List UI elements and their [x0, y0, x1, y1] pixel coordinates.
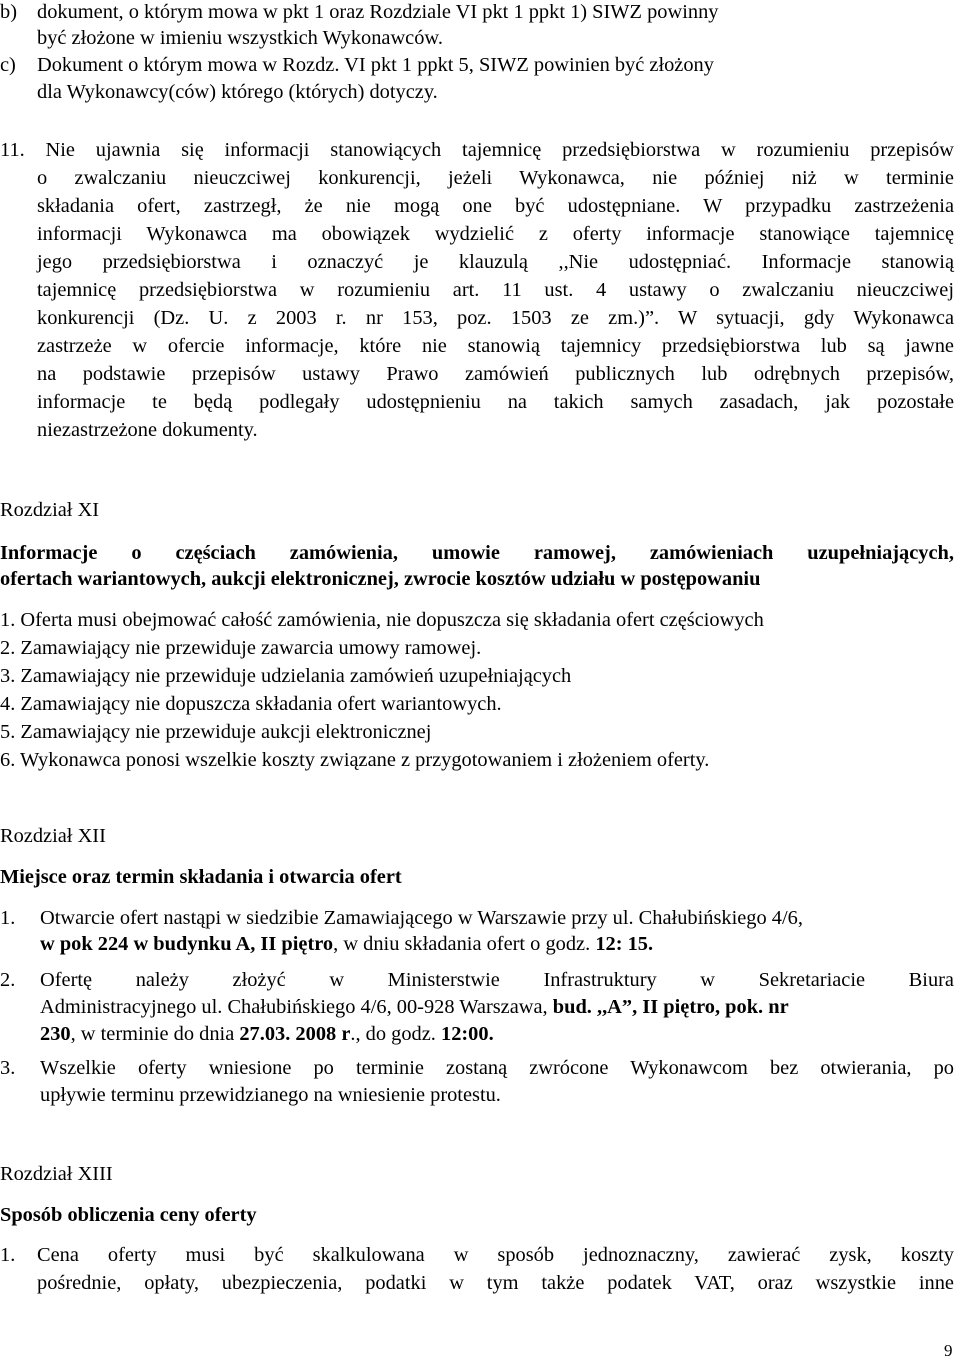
deadline-date: 27.03. 2008 r: [239, 1023, 351, 1045]
chapter-xi-item-1: 1. Oferta musi obejmować całość zamówienia, nie dopuszcza się składania ofert częściowych: [0, 609, 764, 631]
chapter-xii-title: Rozdział XII: [0, 825, 106, 847]
chapter-xi-item-5: 5. Zamawiający nie przewiduje aukcji elektronicznej: [0, 721, 432, 743]
chapter-xiii-title: Rozdział XIII: [0, 1163, 113, 1185]
list-item-b-line1: dokument, o którym mowa w pkt 1 oraz Rozdziale VI pkt 1 ppkt 1) SIWZ powinny: [37, 1, 719, 23]
room-location: w pok 224 w budynku A, II piętro: [40, 933, 334, 955]
opening-time-text: , w dniu składania ofert o godz.: [333, 933, 596, 955]
submission-room: 230: [40, 1023, 71, 1045]
page-number: 9: [944, 1341, 953, 1360]
chapter-xiii-item-1-num: 1.: [0, 1244, 16, 1266]
paragraph-11-line-10: informacje te będą podlegały udostępnieniu na takich samych zasadach, jak pozostałe: [37, 391, 954, 413]
paragraph-11-line-2: o zwalczaniu nieuczciwej konkurencji, jeżeli Wykonawca, nie później niż w terminie: [37, 167, 954, 189]
list-marker-c: c): [0, 54, 16, 76]
chapter-xi-item-3: 3. Zamawiający nie przewiduje udzielania zamówień uzupełniających: [0, 665, 572, 687]
submission-building: bud. ,,A”, II piętro, pok. nr: [552, 996, 789, 1018]
chapter-xi-item-6: 6. Wykonawca ponosi wszelkie koszty związane z przygotowaniem i złożeniem oferty.: [0, 749, 710, 771]
list-marker-b: b): [0, 1, 17, 23]
chapter-xii-item-2-line1: Ofertę należy złożyć w Ministerstwie Infrastruktury w Sekretariacie Biura: [40, 969, 954, 991]
paragraph-11-line-5: jego przedsiębiorstwa i oznaczyć je klauzulą ,,Nie udostępniać. Informacje stanowią: [37, 251, 954, 273]
deadline-text: , w terminie do dnia: [70, 1023, 240, 1045]
paragraph-11-line-7: konkurencji (Dz. U. z 2003 r. nr 153, poz. 1503 ze zm.)”. W sytuacji, gdy Wykonawca: [37, 307, 954, 329]
deadline-time: 12:00.: [441, 1023, 494, 1045]
chapter-xiii-item-1-line2: pośrednie, opłaty, ubezpieczenia, podatki w tym także podatek VAT, oraz wszystkie inne: [37, 1272, 954, 1294]
list-item-c-line2: dla Wykonawcy(ców) którego (których) dotyczy.: [37, 81, 438, 103]
chapter-xii-item-1-num: 1.: [0, 907, 16, 929]
opening-time: 12: 15.: [595, 933, 654, 955]
paragraph-11-line-6: tajemnicę przedsiębiorstwa w rozumieniu art. 11 ust. 4 ustawy o zwalczaniu nieuczciwej: [37, 279, 954, 301]
chapter-xii-item-1-line1: Otwarcie ofert nastąpi w siedzibie Zamawiającego w Warszawie przy ul. Chałubińskiego 4/6,: [40, 907, 803, 929]
chapter-xii-item-1-line2: [40, 932, 653, 956]
chapter-xii-subtitle: Miejsce oraz termin składania i otwarcia ofert: [0, 866, 402, 888]
chapter-xii-item-2-num: 2.: [0, 969, 16, 991]
chapter-xi-title: Rozdział XI: [0, 499, 100, 521]
chapter-xiii-subtitle: Sposób obliczenia ceny oferty: [0, 1204, 257, 1226]
chapter-xi-subtitle-line1: Informacje o częściach zamówienia, umowie ramowej, zamówieniach uzupełniających,: [0, 542, 954, 564]
paragraph-11-line-8: zastrzeże w ofercie informacje, które nie stanowią tajemnicy przedsiębiorstwa lub są jawne: [37, 335, 954, 357]
chapter-xii-item-3-num: 3.: [0, 1057, 16, 1079]
paragraph-11-line-3: składania ofert, zastrzegł, że nie mogą one być udostępniane. W przypadku zastrzeżenia: [37, 195, 954, 217]
chapter-xiii-item-1-line1: Cena oferty musi być skalkulowana w sposób jednoznaczny, zawierać zysk, koszty: [37, 1244, 954, 1266]
chapter-xi-item-2: 2. Zamawiający nie przewiduje zawarcia umowy ramowej.: [0, 637, 482, 659]
chapter-xii-item-3-line1: Wszelkie oferty wniesione po terminie zostaną zwrócone Wykonawcom bez otwierania, po: [40, 1057, 954, 1079]
paragraph-11-line-11: niezastrzeżone dokumenty.: [37, 419, 258, 441]
paragraph-11-line-1: 11. Nie ujawnia się informacji stanowiących tajemnicę przedsiębiorstwa w rozumieniu przepisów: [0, 139, 954, 161]
chapter-xi-subtitle-line2: ofertach wariantowych, aukcji elektronicznej, zwrocie kosztów udziału w postępowaniu: [0, 568, 761, 590]
chapter-xii-item-2-line2: [40, 995, 789, 1019]
list-item-b-line2: być złożone w imieniu wszystkich Wykonawców.: [37, 27, 443, 49]
deadline-time-text: ., do godz.: [350, 1023, 441, 1045]
paragraph-11-line-9: na podstawie przepisów ustawy Prawo zamówień publicznych lub odrębnych przepisów,: [37, 363, 954, 385]
list-item-c-line1: Dokument o którym mowa w Rozdz. VI pkt 1 ppkt 5, SIWZ powinien być złożony: [37, 54, 714, 76]
chapter-xii-item-2-line3: [40, 1022, 494, 1046]
submission-address: Administracyjnego ul. Chałubińskiego 4/6, 00-928 Warszawa,: [40, 996, 553, 1018]
paragraph-11-line-4: informacji Wykonawca ma obowiązek wydzielić z oferty informacje stanowiące tajemnicę: [37, 223, 954, 245]
chapter-xi-item-4: 4. Zamawiający nie dopuszcza składania ofert wariantowych.: [0, 693, 502, 715]
chapter-xii-item-3-line2: upływie terminu przewidzianego na wniesienie protestu.: [40, 1084, 501, 1106]
